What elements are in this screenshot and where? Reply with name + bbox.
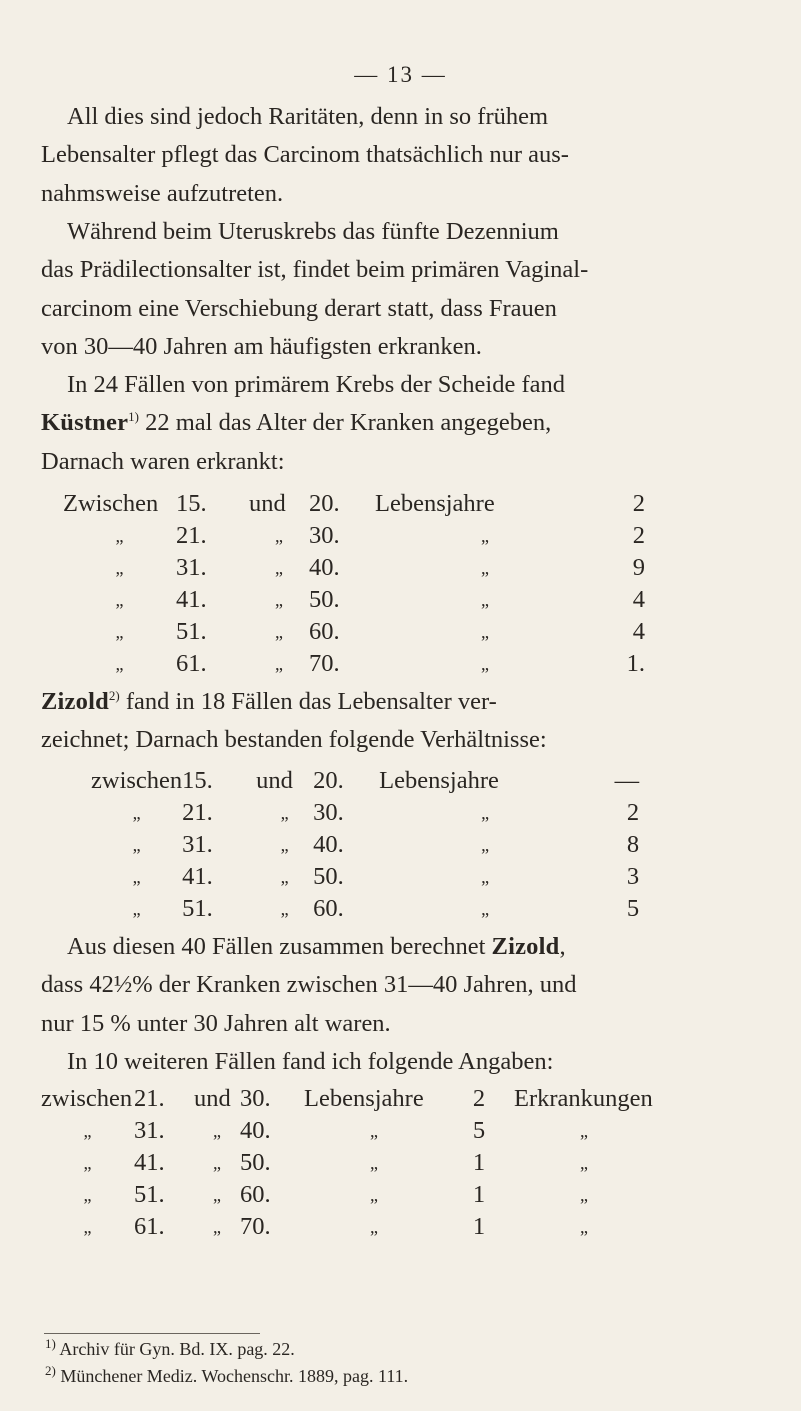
table-cell-unit: „ (481, 557, 489, 578)
table-cell-unit: „ (481, 621, 489, 642)
table-cell-n: 2 (472, 1085, 486, 1112)
table-cell-lead: Zwischen (63, 490, 159, 517)
footnote-2 (45, 1363, 409, 1387)
table-cell-b: 60. (313, 895, 344, 922)
text-line: nur 15 % unter 30 Jahren alt waren. (41, 1009, 391, 1037)
table-cell-mid: „ (280, 834, 289, 855)
table-cell-mid: „ (275, 653, 283, 674)
age-table-zizold (91, 765, 645, 925)
table-cell-lead: „ (132, 802, 141, 823)
table-row (63, 584, 651, 616)
table-cell-unit: „ (370, 1184, 378, 1205)
table-cell-unit: „ (481, 525, 489, 546)
table-row (91, 861, 645, 893)
table-row (63, 488, 651, 520)
table-cell-unit: Lebensjahre (379, 767, 499, 794)
table-row (63, 552, 651, 584)
table-cell-unit: „ (370, 1120, 378, 1141)
table-row (91, 765, 645, 797)
table-cell-b: 50. (240, 1149, 271, 1176)
table-cell-unit: Lebensjahre (304, 1085, 424, 1112)
text-line: All dies sind jedoch Raritäten, denn in so frühem (67, 103, 549, 130)
text-line: nahmsweise aufzutreten. (41, 179, 284, 207)
table-cell-a: 51. (134, 1181, 165, 1208)
table-cell-b: 60. (309, 618, 340, 645)
table-cell-unit: Lebensjahre (375, 490, 495, 517)
paragraph-6 (41, 1043, 763, 1081)
author-name: Küstner (41, 409, 129, 437)
text-line: zeichnet; Darnach bestanden folgende Verhältnisse: (41, 726, 547, 754)
table-cell-n: 1 (472, 1213, 486, 1240)
table-cell-tail: „ (580, 1184, 588, 1205)
table-cell-a: 15. (182, 767, 213, 794)
footnote-text: Archiv für Gyn. Bd. IX. pag. 22. (55, 1339, 295, 1359)
table-cell-b: 50. (313, 863, 344, 890)
text-fragment: fand in 18 Fällen das Lebensalter ver- (119, 688, 497, 715)
table-cell-a: 61. (176, 650, 207, 677)
text-line: Während beim Uteruskrebs das fünfte Dezennium (67, 218, 559, 245)
footnote-mark: 1) (45, 1336, 56, 1351)
table-cell-mid: „ (213, 1184, 221, 1205)
table-cell-n: 4 (632, 586, 645, 613)
table-cell-a: 41. (134, 1149, 165, 1176)
table-cell-lead: „ (115, 621, 124, 642)
table-cell-unit: „ (370, 1152, 378, 1173)
age-table-own (41, 1083, 654, 1243)
table-cell-n: 5 (472, 1117, 486, 1144)
table-cell-mid: und (194, 1085, 231, 1112)
footnote-ref: 1) (128, 409, 139, 425)
footnote-mark: 2) (45, 1363, 56, 1378)
table-cell-lead: „ (83, 1216, 92, 1237)
text-line: carcinom eine Verschiebung derart statt, dass Frauen (41, 294, 557, 322)
table-cell-b: 30. (313, 799, 344, 826)
table-cell-mid: „ (280, 866, 289, 887)
table-cell-mid: „ (213, 1152, 221, 1173)
table-cell-b: 40. (313, 831, 344, 858)
table-cell-lead: „ (132, 834, 141, 855)
table-cell-b: 30. (309, 522, 340, 549)
table-cell-lead: „ (132, 898, 141, 919)
text-line (41, 404, 763, 442)
table-cell-a: 15. (176, 490, 207, 517)
paragraph-3 (41, 366, 763, 481)
table-cell-a: 21. (176, 522, 207, 549)
table-cell-tail: „ (580, 1120, 588, 1141)
text-line: das Prädilectionsalter ist, findet beim primären Vaginal- (41, 256, 589, 284)
table-row (41, 1179, 654, 1211)
table-cell-lead: „ (83, 1152, 92, 1173)
table-cell-b: 20. (309, 490, 340, 517)
footnote-text: Münchener Mediz. Wochenschr. 1889, pag. 111. (55, 1366, 409, 1386)
table-cell-lead: „ (115, 525, 124, 546)
text-line: In 10 weiteren Fällen fand ich folgende Angaben: (67, 1048, 554, 1075)
footnote-divider (44, 1333, 260, 1334)
table-row (63, 648, 651, 680)
table-cell-lead: „ (132, 866, 141, 887)
table-cell-n: 2 (632, 522, 645, 549)
table-cell-unit: „ (481, 802, 490, 823)
table-cell-a: 21. (182, 799, 213, 826)
table-cell-n: 1 (472, 1149, 486, 1176)
author-name: Zizold (41, 688, 109, 715)
table-row (41, 1211, 654, 1243)
text-line: dass 42½% der Kranken zwischen 31—40 Jahren, und (41, 971, 577, 999)
table-cell-mid: „ (280, 802, 289, 823)
text-line: Lebensalter pflegt das Carcinom thatsächlich nur aus- (41, 141, 569, 169)
text-line (41, 928, 763, 966)
text-line (41, 683, 763, 721)
table-cell-b: 40. (240, 1117, 271, 1144)
table-cell-unit: „ (481, 589, 489, 610)
table-cell-unit: „ (481, 866, 490, 887)
table-row (41, 1083, 654, 1115)
footnote-ref: 2) (108, 687, 120, 703)
text-line: Darnach waren erkrankt: (41, 447, 285, 475)
table-cell-a: 41. (182, 863, 213, 890)
table-row (91, 893, 645, 925)
table-cell-a: 51. (176, 618, 207, 645)
footnote-1 (45, 1336, 295, 1360)
table-cell-b: 40. (309, 554, 340, 581)
table-cell-n: 1 (472, 1181, 486, 1208)
table-cell-lead: „ (83, 1184, 92, 1205)
table-cell-tail: Erkrankungen (514, 1085, 653, 1112)
text-fragment: 22 mal das Alter der Kranken angegeben, (139, 409, 552, 437)
table-cell-b: 20. (313, 767, 344, 794)
table-cell-n: 1. (626, 650, 645, 677)
table-row (91, 797, 645, 829)
table-cell-b: 70. (309, 650, 340, 677)
table-cell-mid: und (256, 767, 293, 794)
table-cell-mid: „ (213, 1120, 221, 1141)
table-cell-unit: „ (370, 1216, 378, 1237)
table-cell-mid: „ (275, 589, 283, 610)
text-fragment: , (559, 933, 566, 960)
table-cell-mid: „ (275, 525, 283, 546)
table-cell-mid: „ (275, 621, 283, 642)
table-cell-lead: zwischen (91, 767, 183, 794)
text-line: von 30—40 Jahren am häufigsten erkranken. (41, 333, 482, 361)
table-row (63, 520, 651, 552)
table-row (41, 1115, 654, 1147)
paragraph-1 (41, 98, 763, 213)
table-cell-a: 61. (134, 1213, 165, 1240)
page-number: — 13 — (354, 62, 447, 87)
table-cell-mid: „ (213, 1216, 221, 1237)
table-cell-n: 5 (626, 895, 640, 922)
table-cell-b: 60. (240, 1181, 271, 1208)
author-name: Zizold (491, 933, 560, 960)
table-cell-lead: zwischen (41, 1085, 133, 1112)
table-cell-unit: „ (481, 898, 490, 919)
paragraph-2 (41, 213, 763, 367)
text-line: In 24 Fällen von primärem Krebs der Scheide fand (67, 371, 566, 398)
table-row (41, 1147, 654, 1179)
table-cell-tail: „ (580, 1152, 588, 1173)
table-cell-b: 50. (309, 586, 340, 613)
table-cell-a: 31. (134, 1117, 165, 1144)
table-row (63, 616, 651, 648)
table-cell-n: — (614, 767, 640, 794)
table-cell-mid: und (249, 490, 286, 517)
table-cell-unit: „ (481, 834, 490, 855)
table-cell-n: 8 (626, 831, 640, 858)
table-cell-n: 9 (632, 554, 645, 581)
paragraph-5 (41, 928, 763, 1043)
table-cell-lead: „ (115, 653, 124, 674)
age-table-kuestner (63, 488, 651, 680)
table-cell-a: 31. (182, 831, 213, 858)
text-fragment: Aus diesen 40 Fällen zusammen berechnet (67, 933, 492, 960)
table-cell-a: 21. (134, 1085, 165, 1112)
table-cell-n: 2 (626, 799, 640, 826)
table-cell-a: 31. (176, 554, 207, 581)
table-cell-a: 41. (176, 586, 207, 613)
paragraph-4 (41, 683, 763, 760)
table-cell-b: 30. (240, 1085, 271, 1112)
table-cell-mid: „ (275, 557, 283, 578)
table-cell-n: 2 (632, 490, 645, 517)
table-row (91, 829, 645, 861)
table-cell-lead: „ (115, 589, 124, 610)
table-cell-mid: „ (280, 898, 289, 919)
table-cell-n: 4 (632, 618, 645, 645)
table-cell-unit: „ (481, 653, 489, 674)
table-cell-lead: „ (83, 1120, 92, 1141)
table-cell-n: 3 (626, 863, 640, 890)
table-cell-lead: „ (115, 557, 124, 578)
table-cell-a: 51. (182, 895, 213, 922)
table-cell-b: 70. (240, 1213, 271, 1240)
table-cell-tail: „ (580, 1216, 588, 1237)
